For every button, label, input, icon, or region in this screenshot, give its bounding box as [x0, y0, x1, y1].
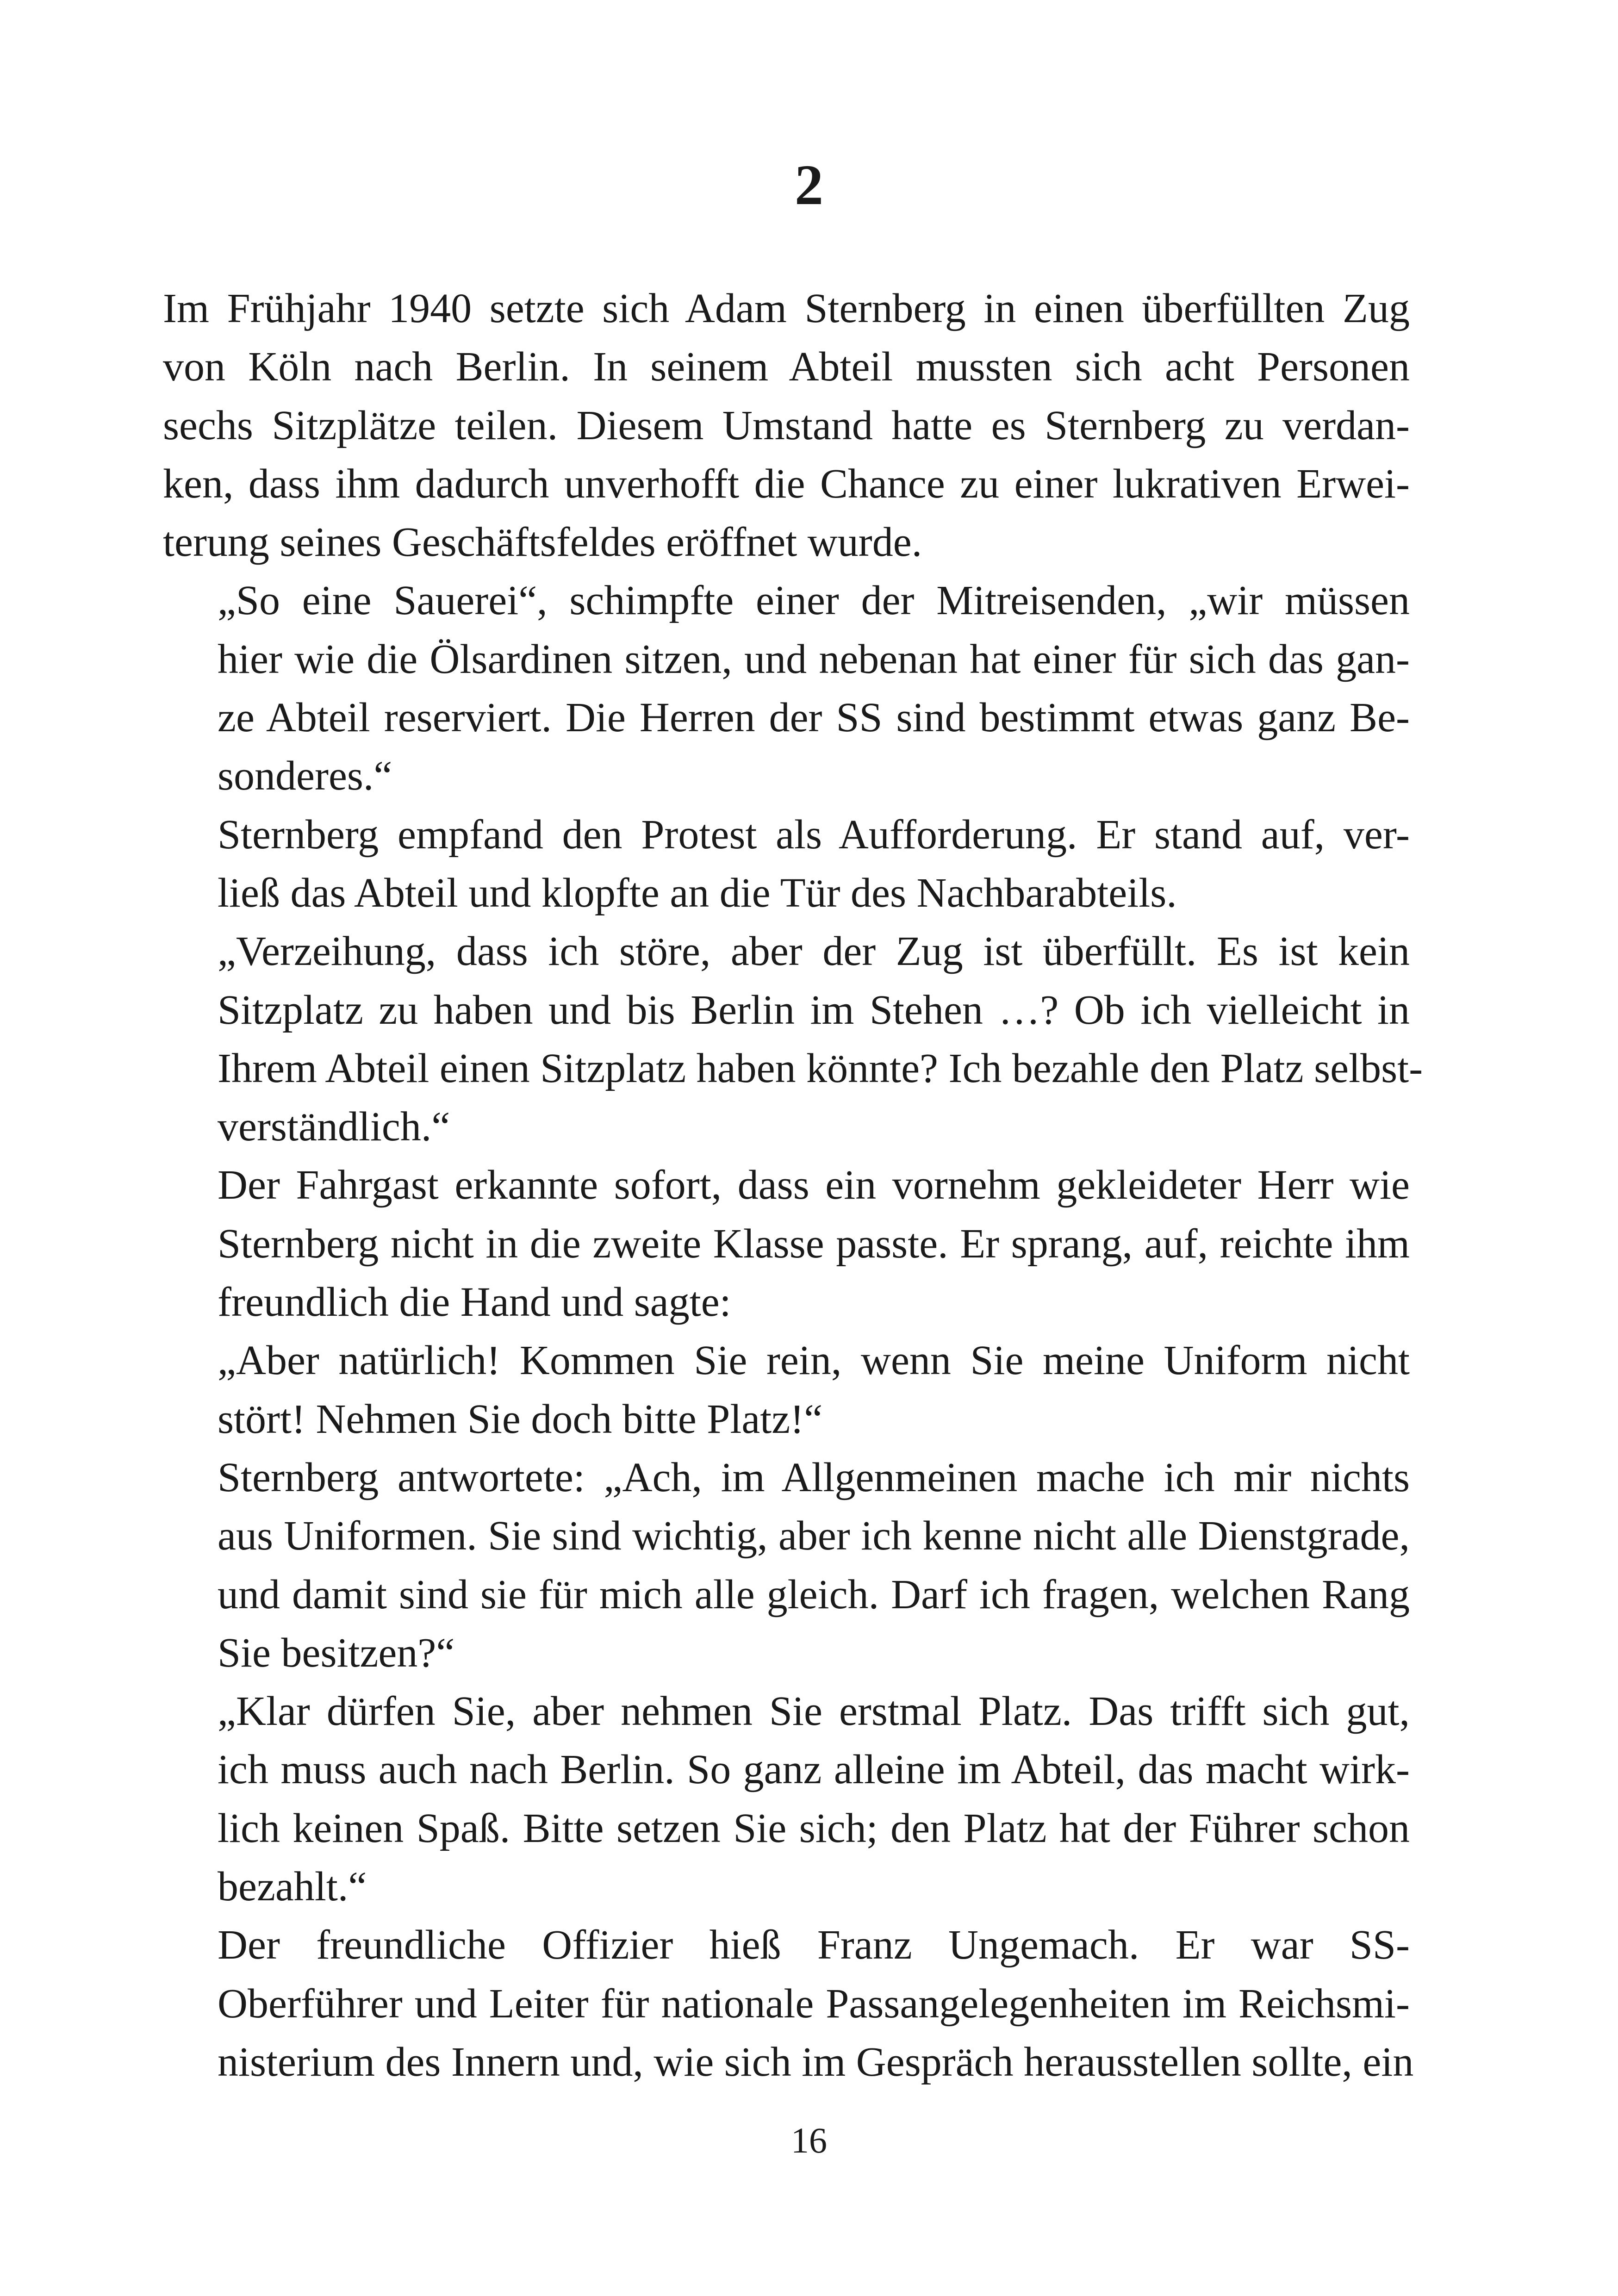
text-line: ich muss auch nach Berlin. So ganz alleine im Abteil, das macht wirk-: [218, 1747, 1410, 1793]
text-line: Sie besitzen?“: [218, 1630, 455, 1676]
chapter-body: [163, 280, 1423, 2091]
text-line: Sternberg empfand den Protest als Aufforderung. Er stand auf, ver-: [218, 811, 1410, 858]
text-line: bezahlt.“: [218, 1864, 367, 1910]
text-line: Oberführer und Leiter für nationale Passangelegenheiten im Reichsmi-: [218, 1980, 1410, 2027]
chapter-number: 2: [795, 153, 823, 217]
paragraph: [163, 1449, 1410, 1682]
text-line: Der freundliche Offizier hieß Franz Ungemach. Er war SS-: [218, 1922, 1410, 1968]
text-line: von Köln nach Berlin. In seinem Abteil mussten sich acht Personen: [163, 344, 1410, 390]
text-line: terung seines Geschäftsfeldes eröffnet wurde.: [163, 519, 922, 566]
paragraph: [163, 1156, 1410, 1332]
text-line: „Verzeihung, dass ich störe, aber der Zug ist überfüllt. Es ist kein: [218, 928, 1410, 975]
text-line: aus Uniformen. Sie sind wichtig, aber ich kenne nicht alle Dienstgrade,: [218, 1513, 1410, 1559]
text-line: Ihrem Abteil einen Sitzplatz haben könnte? Ich bezahle den Platz selbst-: [218, 1045, 1423, 1091]
text-line: lich keinen Spaß. Bitte setzen Sie sich; den Platz hat der Führer schon: [218, 1805, 1410, 1851]
text-line: Der Fahrgast erkannte sofort, dass ein vornehm gekleideter Herr wie: [218, 1162, 1410, 1208]
text-line: „Aber natürlich! Kommen Sie rein, wenn Sie meine Uniform nicht: [218, 1338, 1410, 1384]
text-line: „So eine Sauerei“, schimpfte einer der Mitreisenden, „wir müssen: [218, 578, 1410, 624]
text-line: freundlich die Hand und sagte:: [218, 1279, 731, 1325]
text-line: und damit sind sie für mich alle gleich. Darf ich fragen, welchen Rang: [218, 1571, 1410, 1618]
paragraph: [163, 1682, 1410, 1916]
text-line: sechs Sitzplätze teilen. Diesem Umstand hatte es Sternberg zu verdan-: [163, 402, 1410, 448]
paragraph: [163, 922, 1423, 1156]
text-line: stört! Nehmen Sie doch bitte Platz!“: [218, 1396, 823, 1442]
paragraph: [163, 572, 1410, 805]
text-line: „Klar dürfen Sie, aber nehmen Sie erstmal Platz. Das trifft sich gut,: [218, 1688, 1410, 1735]
paragraph: [163, 1332, 1410, 1449]
text-line: Sternberg nicht in die zweite Klasse passte. Er sprang, auf, reichte ihm: [218, 1220, 1410, 1267]
paragraph: [163, 806, 1410, 923]
page-number: 16: [791, 2120, 827, 2160]
text-line: verständlich.“: [218, 1104, 450, 1150]
text-line: Sternberg antwortete: „Ach, im Allgenmeinen mache ich mir nichts: [218, 1454, 1410, 1500]
text-line: Sitzplatz zu haben und bis Berlin im Stehen …? Ob ich vielleicht in: [218, 987, 1410, 1033]
text-line: hier wie die Ölsardinen sitzen, und nebenan hat einer für sich das gan-: [218, 636, 1410, 682]
text-line: ken, dass ihm dadurch unverhofft die Chance zu einer lukrativen Erwei-: [163, 460, 1410, 507]
paragraph: [163, 1916, 1414, 2091]
text-line: nisterium des Innern und, wie sich im Gespräch herausstellen sollte, ein: [218, 2039, 1414, 2085]
text-line: ze Abteil reserviert. Die Herren der SS sind bestimmt etwas ganz Be-: [218, 695, 1410, 741]
text-line: sonderes.“: [218, 753, 392, 799]
text-line: ließ das Abteil und klopfte an die Tür des Nachbarabteils.: [218, 870, 1177, 916]
paragraph: [163, 280, 1410, 572]
text-line: Im Frühjahr 1940 setzte sich Adam Sternberg in einen überfüllten Zug: [163, 286, 1410, 331]
